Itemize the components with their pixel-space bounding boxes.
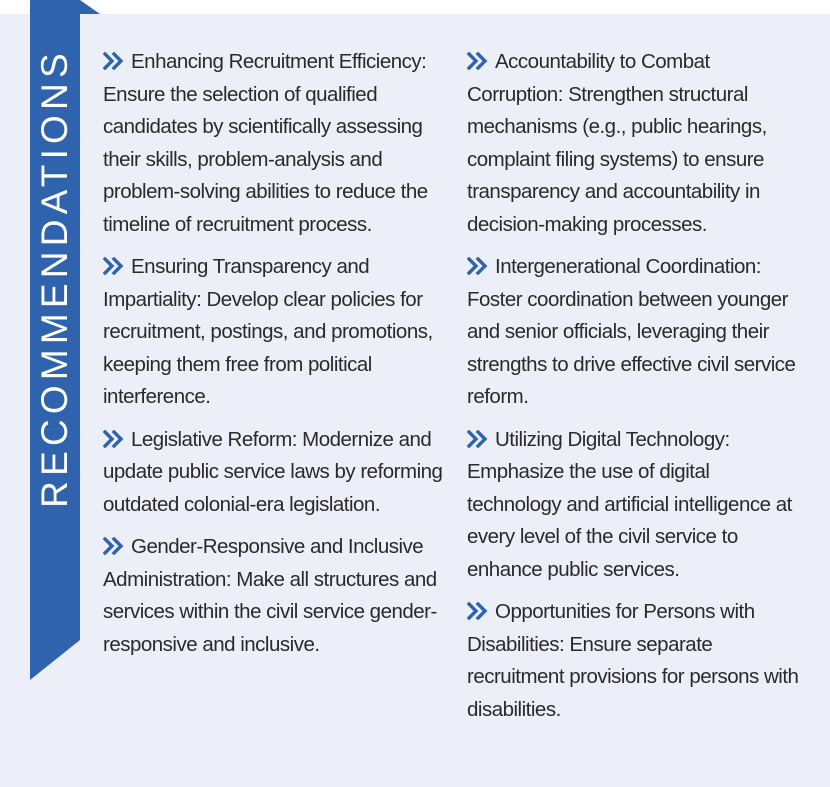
banner-label: RECOMMENDATIONS — [34, 48, 75, 508]
recommendation-text: Ensuring Transparency and Impartiality: Develop clear policies for recruitment, postings, and promotions, keeping them free from political interference. — [103, 255, 433, 408]
double-chevron-right-icon — [103, 257, 131, 275]
double-chevron-right-icon — [467, 257, 495, 275]
recommendation-text: Gender-Responsive and Inclusive Administration: Make all structures and services within the civil service gender-responsive and inclusive. — [103, 535, 437, 656]
recommendation-item — [467, 424, 807, 587]
right-column — [467, 46, 807, 736]
recommendation-item — [467, 251, 807, 414]
double-chevron-right-icon — [103, 537, 131, 555]
recommendations-banner — [0, 0, 100, 700]
recommendation-text: Enhancing Recruitment Efficiency: Ensure the selection of qualified candidates by scientifically assessing their skills, problem-analysis and problem-solving abilities to reduce the timeline of recruitment process. — [103, 50, 428, 236]
recommendation-text: Intergenerational Coordination: Foster coordination between younger and senior officials, leveraging their strengths to drive effective civil service reform. — [467, 255, 796, 408]
recommendation-item — [103, 424, 443, 522]
recommendation-text: Legislative Reform: Modernize and update public service laws by reforming outdated colonial-era legislation. — [103, 427, 443, 516]
double-chevron-right-icon — [103, 52, 131, 70]
recommendation-item — [103, 46, 443, 241]
double-chevron-right-icon — [103, 430, 131, 448]
double-chevron-right-icon — [467, 602, 495, 620]
recommendation-text: Utilizing Digital Technology: Emphasize the use of digital technology and artificial intelligence at every level of the civil service to enhance public services. — [467, 427, 792, 581]
recommendation-item — [103, 251, 443, 414]
recommendation-item — [103, 531, 443, 661]
left-column — [103, 46, 443, 671]
recommendation-text: Accountability to Combat Corruption: Strengthen structural mechanisms (e.g., public hearings, complaint filing systems) to ensure transparency and accountability in decision-making processes. — [467, 50, 767, 236]
recommendation-text: Opportunities for Persons with Disabilities: Ensure separate recruitment provisions for persons with disabilities. — [467, 600, 799, 721]
double-chevron-right-icon — [467, 52, 495, 70]
double-chevron-right-icon — [467, 430, 495, 448]
recommendation-item — [467, 596, 807, 726]
recommendation-item — [467, 46, 807, 241]
